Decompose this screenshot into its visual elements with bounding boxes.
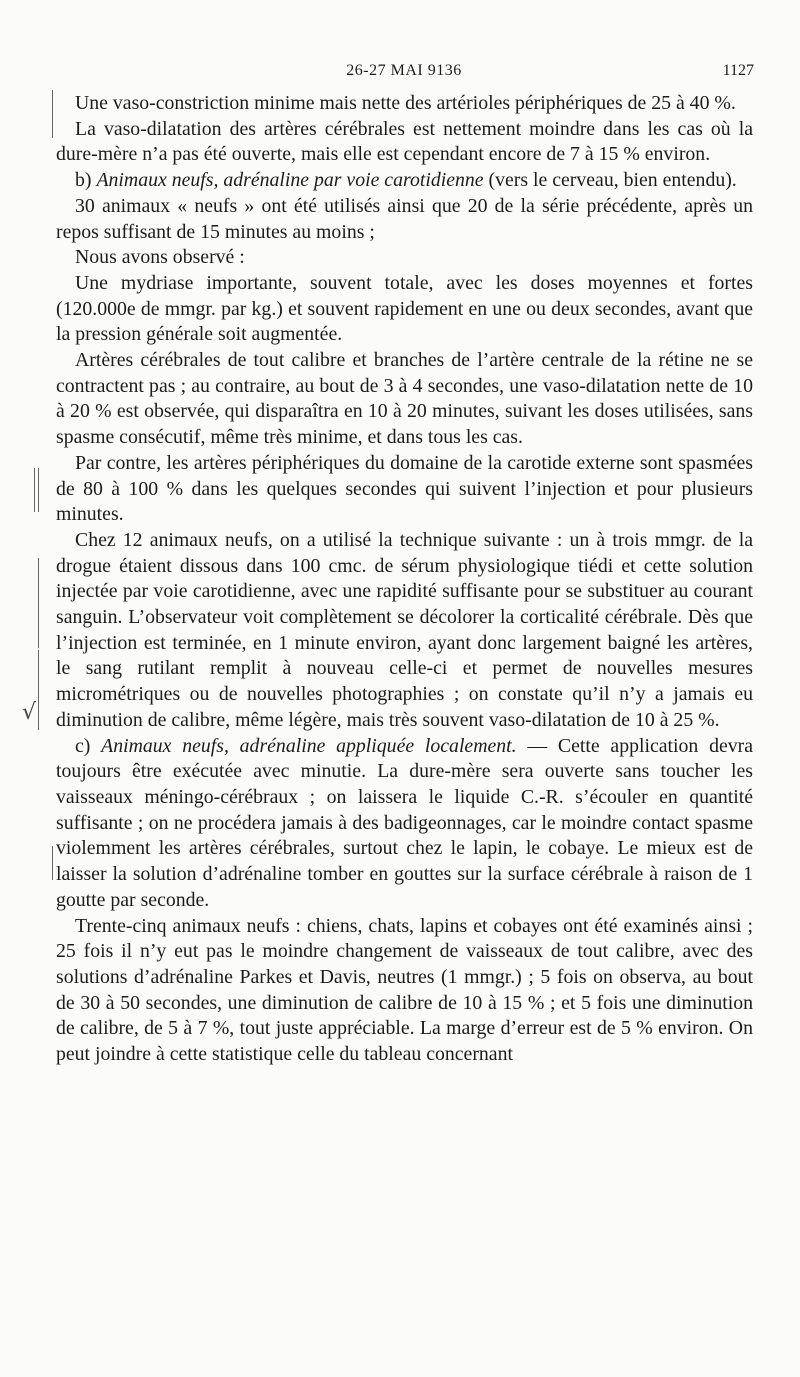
margin-bar-double-2 (38, 468, 39, 512)
paragraph: Une mydriase importante, souvent totale, avec les doses moyennes et fortes (120.000e de mmgr. par kg.) et souvent rapidement en une ou deux secondes, avant que la pression générale soit augmentée. (56, 271, 753, 346)
paragraph: Par contre, les artères périphériques du domaine de la carotide externe sont spasmées de 80 à 100 % dans les quelques secondes qui suivent l’injection et pour plusieurs minutes. (56, 451, 753, 526)
paragraph: 30 animaux « neufs » ont été utilisés ainsi que 20 de la série précédente, après un repos suffisant de 15 minutes au moins ; (56, 194, 753, 243)
section-heading-b: Animaux neufs, adrénaline par voie carotidienne (96, 169, 484, 192)
margin-bracket-bottom (52, 846, 53, 880)
page-number: 1127 (722, 62, 754, 79)
section-heading-c: Animaux neufs, adrénaline appliquée localement. (101, 734, 517, 757)
margin-bracket-top (52, 90, 53, 138)
paragraph: Artères cérébrales de tout calibre et branches de l’artère centrale de la rétine ne se contractent pas ; au contraire, au bout de 3 à 4 secondes, une vaso-dilatation nette de 10 à 20 % est observée, qui disparaîtra en 10 à 20 minutes, suivant les doses utilisées, sans spasme consécutif, même très minime, et dans tous les cas. (56, 349, 753, 449)
paragraph: Trente-cinq animaux neufs : chiens, chats, lapins et cobayes ont été examinés ainsi ; 25 fois il n’y eut pas le moindre changement de vaisseaux de tout calibre, avec des solutions d’adrénaline Parkes et Davis, neutres (1 mmgr.) ; 5 fois on observa, au bout de 30 à 50 secondes, une diminution de calibre de 10 à 15 % ; et 5 fois une diminution de calibre, de 5 à 7 %, tout juste appréciable. La marge d’erreur est de 5 % environ. On peut joindre à cette statistique celle du tableau concernant (56, 914, 753, 1066)
margin-bar-long (38, 650, 39, 730)
margin-check-mark: √ (22, 700, 37, 725)
margin-bracket-middle (38, 558, 39, 648)
paragraph: La vaso-dilatation des artères cérébrales est nettement moindre dans les cas où la dure-mère n’a pas été ouverte, mais elle est cependant encore de 7 à 15 % environ. (56, 117, 753, 166)
paragraph: Nous avons observé : (75, 246, 245, 269)
paragraph: Une vaso-constriction minime mais nette des artérioles périphériques de 25 à 40 %. (75, 92, 736, 114)
running-header (54, 62, 754, 84)
body-text (56, 91, 753, 1068)
running-title: 26-27 MAI 9136 (346, 62, 462, 79)
margin-bar-double-1 (34, 468, 35, 512)
paragraph-section-b: b) Animaux neufs, adrénaline par voie carotidienne (vers le cerveau, bien entendu). (75, 169, 737, 192)
paragraph: Chez 12 animaux neufs, on a utilisé la technique suivante : un à trois mmgr. de la drogue étaient dissous dans 100 cmc. de sérum physiologique tiédi et cette solution injectée par voie carotidienne, avec une rapidité suffisante pour se substituer au courant sanguin. L’observateur voit complètement se décolorer la corticalité cérébrale. Dès que l’injection est terminée, en 1 minute environ, ayant donc largement baigné les artères, le sang rutilant remplit à nouveau celle-ci et permet de nouvelles mesures micrométriques ou de nouvelles photographies ; on constate qu’il n’y a jamais eu diminution de calibre, même légère, mais très souvent vaso-dilatation de 10 à 25 %. (56, 528, 753, 731)
paragraph-section-c: c) Animaux neufs, adrénaline appliquée localement. — Cette application devra toujours être exécutée avec minutie. La dure-mère sera ouverte sans toucher les vaisseaux méningo-cérébraux ; on laissera le liquide C.-R. s’écouler en quantité suffisante ; on ne procédera jamais à des badigeonnages, car le moindre contact spasme violemment les artères cérébrales, surtout chez le lapin, le cobaye. Le mieux est de laisser la solution d’adrénaline tomber en gouttes sur la surface cérébrale à raison de 1 goutte par seconde. (56, 734, 753, 911)
